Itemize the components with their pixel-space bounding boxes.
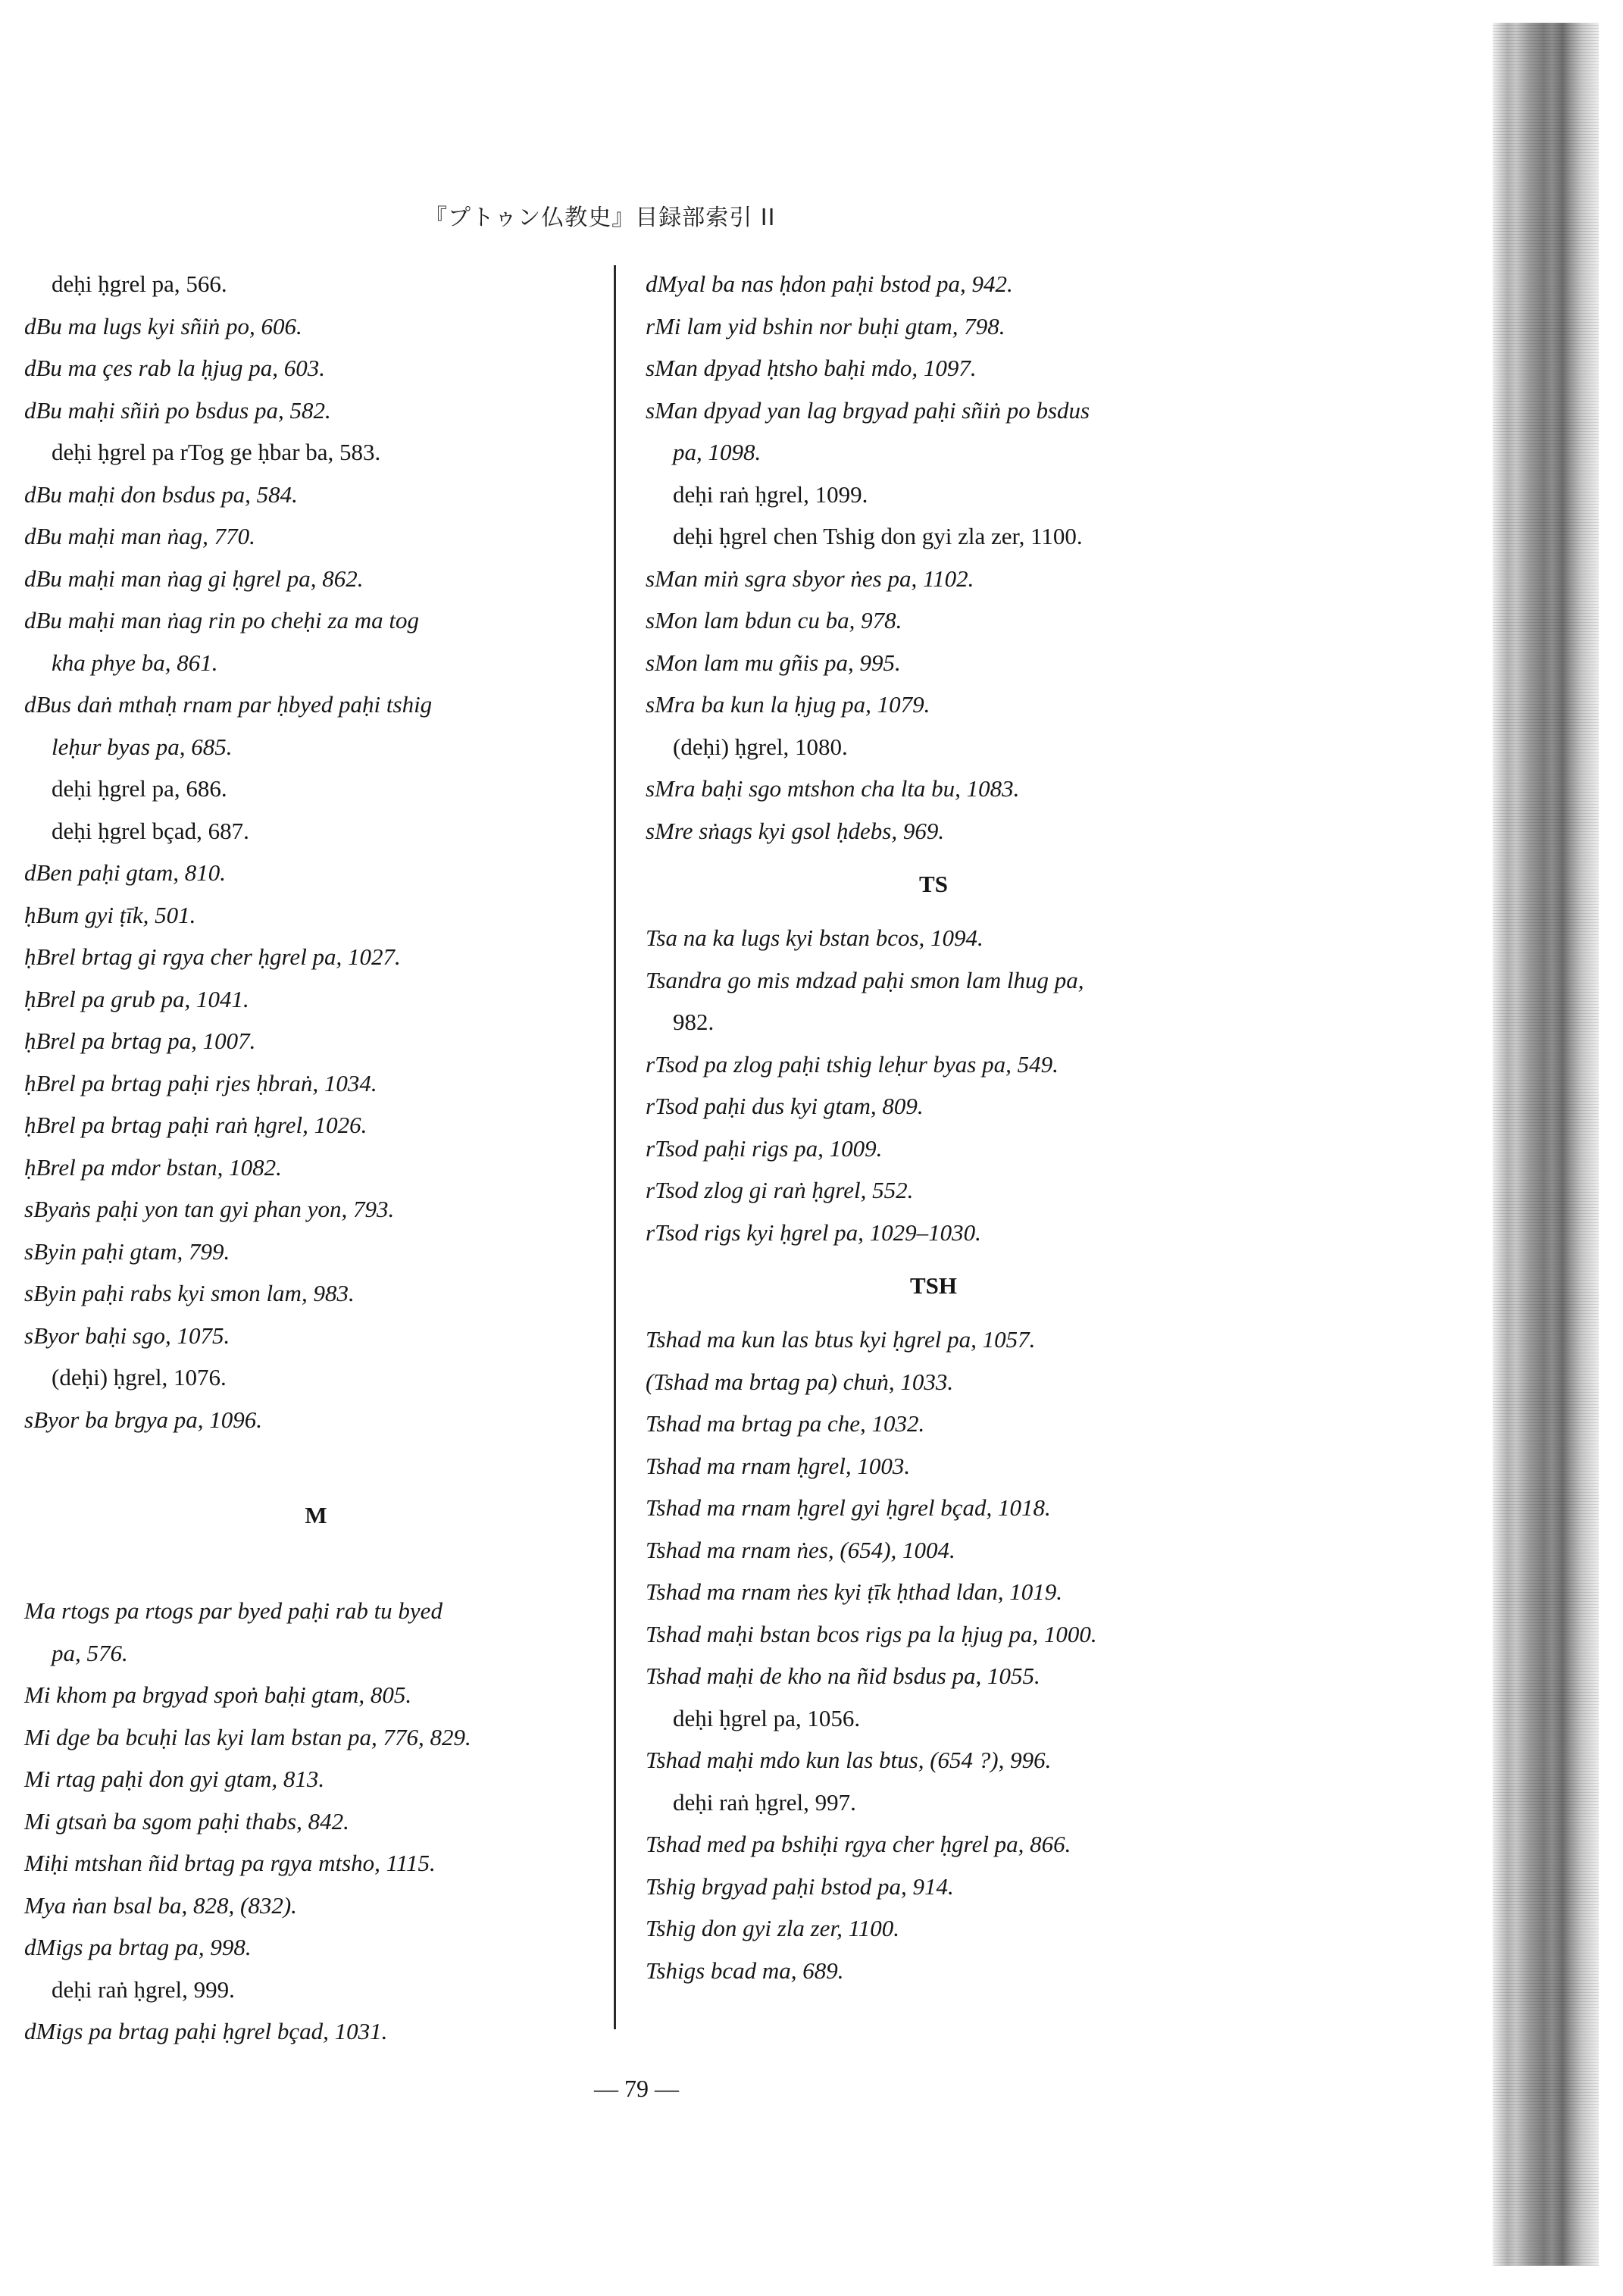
index-entry: sByor baḥi sgo, 1075.: [24, 1322, 230, 1349]
blank-line: [24, 1548, 608, 1591]
index-entry: dBu ma lugs kyi sñiṅ po, 606.: [24, 312, 302, 339]
index-entry: sByin paḥi gtam, 799.: [24, 1237, 230, 1265]
index-entry: Tsa na ka lugs kyi bstan bcos, 1094.: [646, 924, 983, 951]
index-entry: 982.: [673, 1009, 715, 1035]
index-entry: Mi khom pa brgyad spoṅ baḥi gtam, 805.: [24, 1681, 412, 1708]
index-entry: sByor ba brgya pa, 1096.: [24, 1406, 262, 1433]
index-entry: dBus daṅ mthaḥ rnam par ḥbyed paḥi tshig: [24, 691, 433, 718]
index-entry: Tsandra go mis mdzad paḥi smon lam lhug pa,: [646, 966, 1084, 993]
index-entry: dBu ma çes rab la ḥjug pa, 603.: [24, 355, 325, 381]
page-header: 『プトゥン仏教史』目録部索引 II: [424, 205, 776, 231]
index-entry: rMi lam yid bshin nor buḥi gtam, 798.: [646, 312, 1005, 339]
index-entry: Tshig don gyi zla zer, 1100.: [646, 1915, 900, 1941]
index-entry: ḥBum gyi ṭīk, 501.: [24, 901, 196, 928]
index-entry: ḥBrel pa mdor bstan, 1082.: [24, 1153, 282, 1181]
blank-line: [24, 1440, 608, 1483]
index-entry: pa, 1098.: [673, 439, 761, 465]
index-entry: ḥBrel pa brtag paḥi rjes ḥbraṅ, 1034.: [24, 1069, 377, 1096]
index-entry: (Tshad ma brtag pa) chuṅ, 1033.: [646, 1368, 954, 1395]
index-entry: rTsod zlog gi raṅ ḥgrel, 552.: [646, 1177, 914, 1203]
index-entry: dBu maḥi man ṅag rin po cheḥi za ma tog: [24, 607, 419, 633]
index-entry: sByaṅs paḥi yon tan gyi phan yon, 793.: [24, 1196, 395, 1222]
index-entry: rTsod pa zlog paḥi tshig leḥur byas pa, 549.: [646, 1050, 1059, 1078]
index-entry: deḥi ḥgrel pa, 1056.: [673, 1704, 861, 1731]
index-entry: ḥBrel pa brtag paḥi raṅ ḥgrel, 1026.: [24, 1112, 367, 1138]
index-entry: deḥi ḥgrel pa, 686.: [52, 775, 227, 802]
index-entry: (deḥi) ḥgrel, 1080.: [673, 733, 848, 760]
index-column-left: [24, 263, 608, 2053]
index-entry: sMan dpyad yan lag brgyad paḥi sñiṅ po bsdus: [646, 396, 1090, 424]
index-entry: rTsod rigs kyi ḥgrel pa, 1029–1030.: [646, 1218, 981, 1246]
index-entry: ḥBrel brtag gi rgya cher ḥgrel pa, 1027.: [24, 943, 401, 970]
index-entry: sMan dpyad ḥtsho baḥi mdo, 1097.: [646, 355, 977, 381]
index-entry: dBu maḥi man ṅag gi ḥgrel pa, 862.: [24, 565, 364, 592]
index-entry: sMre sṅags kyi gsol ḥdebs, 969.: [646, 817, 945, 844]
index-entry: sMra baḥi sgo mtshon cha lta bu, 1083.: [646, 775, 1020, 802]
index-entry: dBu maḥi man ṅag, 770.: [24, 523, 255, 549]
index-entry: Tshad maḥi mdo kun las btus, (654 ?), 996.: [646, 1747, 1052, 1773]
index-entry: Miḥi mtshan ñid brtag pa rgya mtsho, 1115.: [24, 1850, 436, 1876]
index-entry: Ma rtogs pa rtogs par byed paḥi rab tu byed: [24, 1597, 442, 1624]
index-entry: Tshad ma rnam ḥgrel gyi ḥgrel bçad, 1018.: [646, 1494, 1051, 1521]
index-entry: deḥi ḥgrel pa rTog ge ḥbar ba, 583.: [52, 439, 381, 465]
index-entry: leḥur byas pa, 685.: [52, 733, 233, 760]
index-entry: dMigs pa brtag pa, 998.: [24, 1934, 252, 1960]
page-number: — 79 —: [594, 2075, 679, 2102]
index-entry: rTsod paḥi dus kyi gtam, 809.: [646, 1093, 924, 1119]
index-entry: Mi rtag paḥi don gyi gtam, 813.: [24, 1766, 325, 1792]
index-entry: rTsod paḥi rigs pa, 1009.: [646, 1134, 883, 1162]
index-entry: (deḥi) ḥgrel, 1076.: [52, 1364, 227, 1390]
scan-edge-shadow: [1493, 23, 1599, 2266]
index-column-right: [646, 263, 1237, 1991]
index-entry: sMon lam mu gñis pa, 995.: [646, 649, 901, 676]
index-entry: dBu maḥi sñiṅ po bsdus pa, 582.: [24, 396, 331, 424]
index-entry: deḥi ḥgrel bçad, 687.: [52, 817, 249, 844]
index-entry: Tshad med pa bshiḥi rgya cher ḥgrel pa, 866.: [646, 1831, 1071, 1857]
section-heading: TSH: [909, 1272, 958, 1299]
index-entry: Tshad ma brtag pa che, 1032.: [646, 1410, 925, 1437]
column-divider: [614, 265, 616, 2029]
index-entry: Tshad maḥi bstan bcos rigs pa la ḥjug pa, 1000.: [646, 1620, 1097, 1647]
index-entry: deḥi ḥgrel chen Tshig don gyi zla zer, 1100.: [673, 523, 1083, 549]
index-entry: kha phye ba, 861.: [52, 649, 218, 676]
index-entry: sMan miṅ sgra sbyor ṅes pa, 1102.: [646, 565, 974, 592]
index-entry: deḥi raṅ ḥgrel, 999.: [52, 1975, 235, 2003]
index-entry: Mi gtsaṅ ba sgom paḥi thabs, 842.: [24, 1807, 349, 1835]
index-entry: sByin paḥi rabs kyi smon lam, 983.: [24, 1280, 355, 1306]
index-entry: dMigs pa brtag paḥi ḥgrel bçad, 1031.: [24, 2018, 388, 2044]
index-entry: deḥi raṅ ḥgrel, 997.: [673, 1788, 856, 1816]
section-heading: TS: [919, 871, 948, 897]
index-entry: Tshad ma kun las btus kyi ḥgrel pa, 1057.: [646, 1326, 1036, 1353]
index-entry: dMyal ba nas ḥdon paḥi bstod pa, 942.: [646, 271, 1013, 297]
index-entry: sMra ba kun la ḥjug pa, 1079.: [646, 691, 930, 718]
index-entry: dBu maḥi don bsdus pa, 584.: [24, 480, 298, 508]
index-entry: Mya ṅan bsal ba, 828, (832).: [24, 1891, 297, 1919]
index-entry: Tshig brgyad paḥi bstod pa, 914.: [646, 1872, 954, 1900]
index-entry: Tshad ma rnam ḥgrel, 1003.: [646, 1452, 911, 1479]
index-entry: Tshad ma rnam ṅes kyi ṭīk ḥthad ldan, 1019.: [646, 1578, 1062, 1605]
index-entry: Tshigs bcad ma, 689.: [646, 1957, 844, 1984]
index-entry: deḥi raṅ ḥgrel, 1099.: [673, 480, 868, 508]
index-entry: Tshad maḥi de kho na ñid bsdus pa, 1055.: [646, 1663, 1040, 1689]
index-entry: Tshad ma rnam ṅes, (654), 1004.: [646, 1536, 955, 1563]
index-entry: Mi dge ba bcuḥi las kyi lam bstan pa, 776, 829.: [24, 1723, 471, 1750]
index-entry: deḥi ḥgrel pa, 566.: [52, 271, 227, 297]
index-entry: ḥBrel pa grub pa, 1041.: [24, 985, 249, 1012]
section-heading: M: [305, 1501, 327, 1528]
index-entry: sMon lam bdun cu ba, 978.: [646, 607, 902, 633]
index-entry: pa, 576.: [52, 1639, 128, 1666]
index-entry: ḥBrel pa brtag pa, 1007.: [24, 1028, 256, 1054]
index-entry: dBen paḥi gtam, 810.: [24, 859, 227, 886]
